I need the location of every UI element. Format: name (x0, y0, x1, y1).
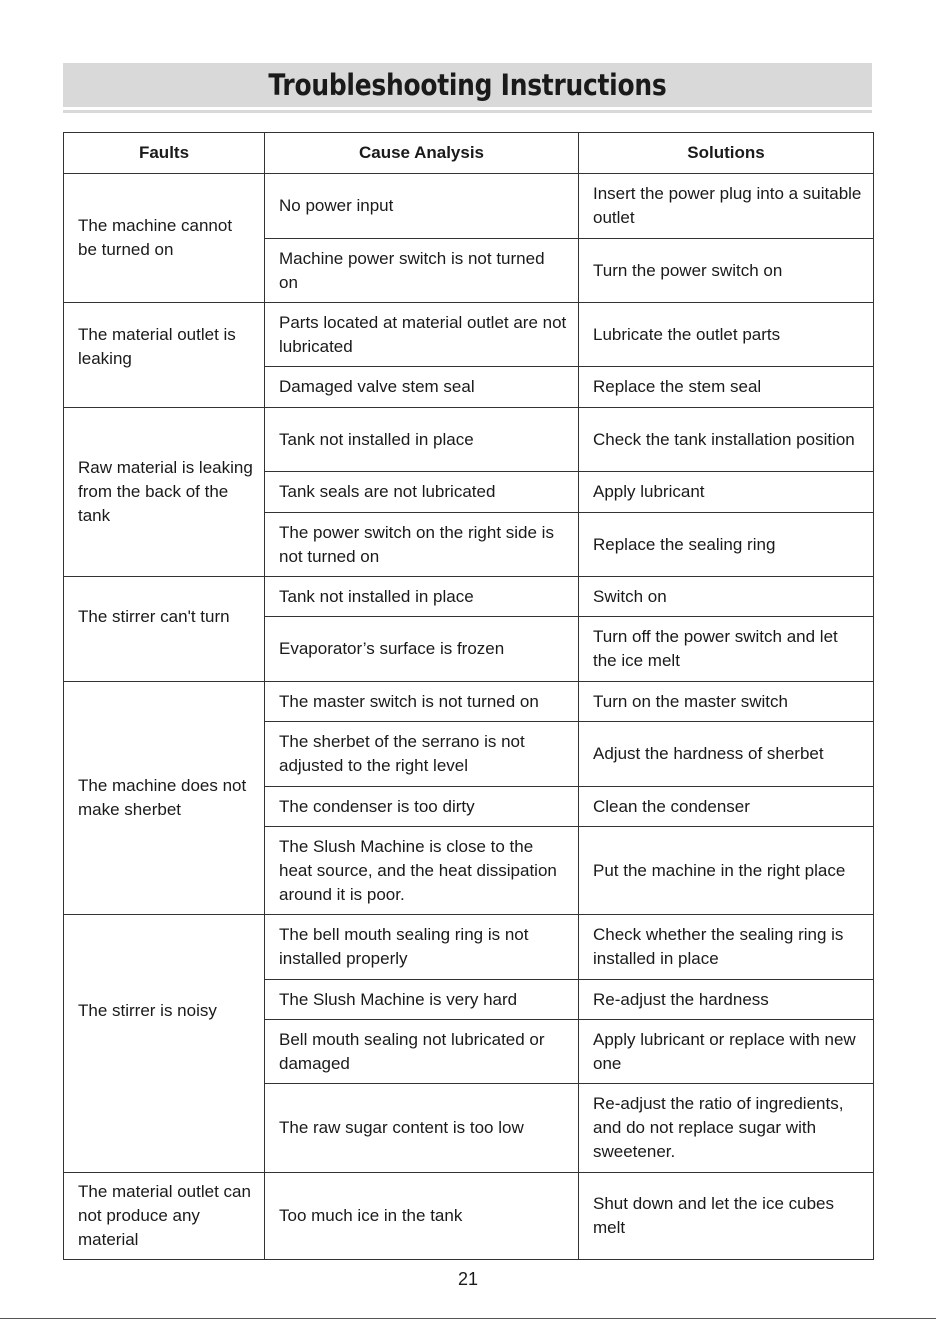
cause-cell: The raw sugar content is too low (265, 1084, 579, 1173)
solution-cell: Shut down and let the ice cubes melt (579, 1173, 874, 1260)
table-row (64, 408, 874, 472)
solution-cell: Re-adjust the hardness (579, 980, 874, 1020)
solution-cell: Turn on the master switch (579, 682, 874, 722)
table-header-row (64, 133, 874, 174)
table-row (64, 682, 874, 722)
solution-cell: Switch on (579, 577, 874, 617)
table-row (64, 303, 874, 367)
fault-cell: The stirrer can't turn (64, 577, 265, 682)
solution-cell: Insert the power plug into a suitable outlet (579, 174, 874, 239)
solution-cell: Check whether the sealing ring is installed in place (579, 915, 874, 980)
cause-cell: The condenser is too dirty (265, 787, 579, 827)
table-row (64, 577, 874, 617)
solution-cell: Lubricate the outlet parts (579, 303, 874, 367)
cause-cell: Bell mouth sealing not lubricated or damaged (265, 1020, 579, 1084)
page-title: Troubleshooting Instructions (268, 68, 667, 102)
table-row (64, 174, 874, 239)
page-number: 21 (457, 1269, 479, 1289)
cause-cell: The Slush Machine is very hard (265, 980, 579, 1020)
cause-cell: Evaporator’s surface is frozen (265, 617, 579, 682)
header-faults: Faults (64, 133, 265, 174)
solution-cell: Re-adjust the ratio of ingredients, and do not replace sugar with sweetener. (579, 1084, 874, 1173)
solution-cell: Turn the power switch on (579, 239, 874, 303)
cause-cell: Machine power switch is not turned on (265, 239, 579, 303)
fault-cell: The machine cannot be turned on (64, 174, 265, 303)
troubleshooting-table (63, 132, 874, 1260)
title-underline (63, 110, 872, 113)
cause-cell: Damaged valve stem seal (265, 367, 579, 408)
cause-cell: Tank not installed in place (265, 408, 579, 472)
solution-cell: Replace the sealing ring (579, 513, 874, 577)
fault-cell: The stirrer is noisy (64, 915, 265, 1173)
cause-cell: No power input (265, 174, 579, 239)
solution-cell: Adjust the hardness of sherbet (579, 722, 874, 787)
solution-cell: Turn off the power switch and let the ice melt (579, 617, 874, 682)
title-banner (63, 63, 872, 107)
cause-cell: Tank seals are not lubricated (265, 472, 579, 513)
solution-cell: Put the machine in the right place (579, 827, 874, 915)
cause-cell: The power switch on the right side is not turned on (265, 513, 579, 577)
cause-cell: Tank not installed in place (265, 577, 579, 617)
cause-cell: The bell mouth sealing ring is not installed properly (265, 915, 579, 980)
solution-cell: Apply lubricant or replace with new one (579, 1020, 874, 1084)
fault-cell: The material outlet can not produce any material (64, 1173, 265, 1260)
bottom-divider (0, 1318, 936, 1319)
table-row (64, 1173, 874, 1260)
cause-cell: Too much ice in the tank (265, 1173, 579, 1260)
cause-cell: The sherbet of the serrano is not adjusted to the right level (265, 722, 579, 787)
fault-cell: Raw material is leaking from the back of the tank (64, 408, 265, 577)
cause-cell: The Slush Machine is close to the heat source, and the heat dissipation around it is poor. (265, 827, 579, 915)
cause-cell: The master switch is not turned on (265, 682, 579, 722)
solution-cell: Clean the condenser (579, 787, 874, 827)
solution-cell: Check the tank installation position (579, 408, 874, 472)
table-row (64, 915, 874, 980)
cause-cell: Parts located at material outlet are not lubricated (265, 303, 579, 367)
header-cause-analysis: Cause Analysis (265, 133, 579, 174)
solution-cell: Replace the stem seal (579, 367, 874, 408)
solution-cell: Apply lubricant (579, 472, 874, 513)
fault-cell: The machine does not make sherbet (64, 682, 265, 915)
fault-cell: The material outlet is leaking (64, 303, 265, 408)
header-solutions: Solutions (579, 133, 874, 174)
